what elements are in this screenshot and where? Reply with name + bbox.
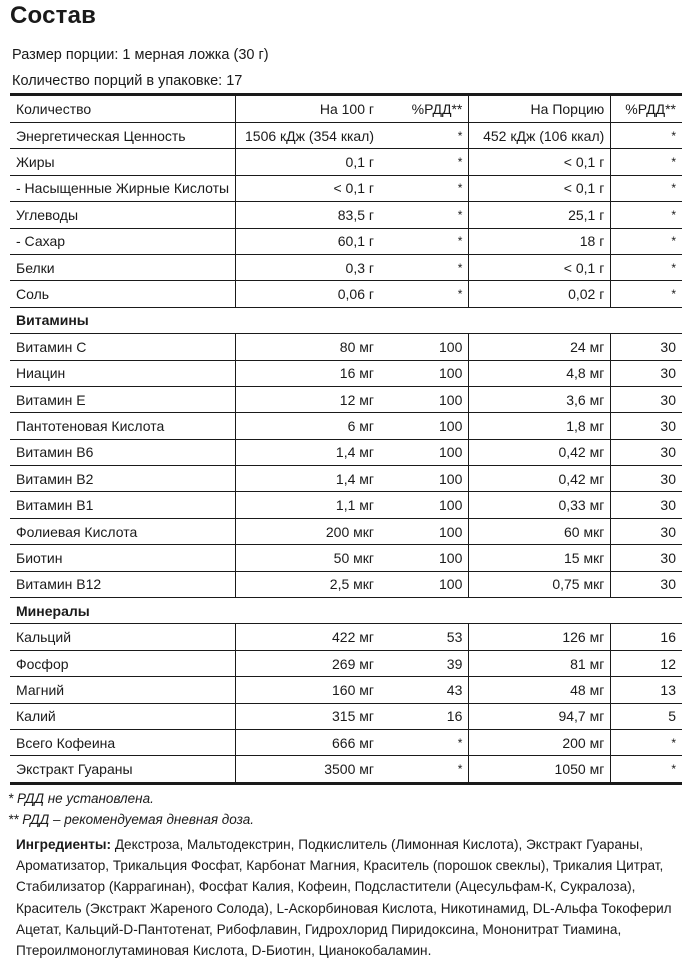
cell-name: Витамин B1 (10, 492, 236, 518)
mineral-row (10, 624, 682, 650)
section-minerals-title: Минералы (10, 598, 682, 624)
cell-rdd-100g: 100 (380, 439, 469, 465)
vitamin-row (10, 518, 682, 544)
ingredients-label: Ингредиенты: (16, 837, 112, 852)
cell-per-100g: < 0,1 г (236, 175, 380, 201)
cell-per-100g: 269 мг (236, 650, 380, 676)
header-per-100g: На 100 г (236, 95, 380, 123)
cell-rdd-100g: * (380, 228, 469, 254)
cell-name: Витамин E (10, 386, 236, 412)
cell-rdd-100g: 100 (380, 360, 469, 386)
cell-rdd-serving: * (611, 228, 682, 254)
cell-rdd-serving: * (611, 123, 682, 149)
cell-rdd-serving: 30 (611, 518, 682, 544)
cell-rdd-100g: * (457, 762, 463, 777)
nutrient-row (10, 228, 682, 254)
section-minerals (10, 598, 682, 624)
cell-per-serving: 1,8 мг (469, 413, 611, 439)
cell-rdd-serving: 30 (611, 360, 682, 386)
cell-rdd-serving: * (611, 254, 682, 280)
cell-rdd-serving: 30 (611, 571, 682, 597)
header-rdd-serving: %РДД** (611, 95, 682, 123)
cell-per-100g: 200 мкг (236, 518, 380, 544)
cell-name: Пантотеновая Кислота (10, 413, 236, 439)
vitamin-row (10, 386, 682, 412)
cell-rdd-100g: 16 (380, 703, 469, 729)
cell-rdd-serving: * (611, 202, 682, 228)
cell-per-serving: 15 мкг (469, 545, 611, 571)
cell-rdd-serving: * (611, 175, 682, 201)
header-rdd-100g: %РДД** (380, 95, 469, 123)
mineral-row (10, 650, 682, 676)
footnote-rdd-definition: ** РДД – рекомендуемая дневная доза. (8, 812, 255, 827)
cell-rdd-serving: * (611, 281, 682, 307)
cell-rdd-serving: * (611, 729, 682, 755)
cell-per-100g: 12 мг (236, 386, 380, 412)
cell-per-serving: 48 мг (469, 677, 611, 703)
footnotes (8, 788, 254, 830)
cell-name: Всего Кофеина (10, 729, 236, 755)
cell-per-100g: 1,4 мг (236, 466, 380, 492)
cell-per-serving: < 0,1 г (469, 149, 611, 175)
extra-row (10, 756, 682, 783)
cell-name: Жиры (10, 149, 236, 175)
cell-rdd-serving: * (611, 149, 682, 175)
cell-per-100g: 60,1 г (236, 228, 380, 254)
cell-rdd-100g: * (380, 149, 469, 175)
cell-per-serving: 1050 мг (469, 756, 611, 783)
cell-name: Магний (10, 677, 236, 703)
cell-per-serving: 0,75 мкг (469, 571, 611, 597)
nutrition-table (10, 93, 682, 785)
cell-per-serving: 0,33 мг (469, 492, 611, 518)
page-title: Состав (10, 2, 97, 29)
cell-per-serving: 60 мкг (469, 518, 611, 544)
cell-rdd-100g: * (380, 254, 469, 280)
cell-per-serving: 452 кДж (106 ккал) (469, 123, 611, 149)
cell-per-serving: 200 мг (469, 729, 611, 755)
cell-per-100g: 6 мг (236, 413, 380, 439)
vitamin-row (10, 413, 682, 439)
mineral-row (10, 703, 682, 729)
nutrient-row (10, 175, 682, 201)
cell-per-serving: 81 мг (469, 650, 611, 676)
cell-rdd-100g: 53 (380, 624, 469, 650)
cell-per-serving: < 0,1 г (469, 254, 611, 280)
cell-name: Белки (10, 254, 236, 280)
ingredients-list: Декстроза, Мальтодекстрин, Подкислитель (Лимонная Кислота), Экстракт Гуараны, Ароматизатор, Трикальция Фосфат, Карбонат Магния, Краситель (порошок свеклы), Трикалия Цитрат, Стабилизатор (Каррагинан), Фосфат Калия, Кофеин, Подсластители (Ацесульфам-К, Сукралоза), Краситель (Экстракт Жареного Солода), L-Аскорбиновая Кислота, Никотинамид, DL-Альфа Токоферил Ацетат, Кальций-D-Пантотенат, Рибофлавин, Гидрохлорид Пиридоксина, Мононитрат Тиамина, Птероилмоноглутаминовая Кислота, D-Биотин, Цианокобаламин. (16, 837, 672, 959)
cell-rdd-serving: 16 (611, 624, 682, 650)
cell-rdd-serving: 30 (611, 413, 682, 439)
header-per-serving: На Порцию (469, 95, 611, 123)
cell-rdd-serving: 30 (611, 466, 682, 492)
nutrient-row (10, 149, 682, 175)
cell-name: Витамин B12 (10, 571, 236, 597)
cell-per-100g: 666 мг (236, 729, 380, 755)
cell-name: Экстракт Гуараны (10, 756, 236, 783)
vitamin-row (10, 571, 682, 597)
cell-per-100g: 1506 кДж (354 ккал) (236, 123, 380, 149)
cell-rdd-serving: 30 (611, 334, 682, 360)
cell-rdd-serving: * (671, 762, 676, 777)
vitamin-row (10, 466, 682, 492)
cell-rdd-serving: 5 (611, 703, 682, 729)
cell-rdd-serving: 30 (611, 545, 682, 571)
section-vitamins-title: Витамины (10, 307, 682, 333)
vitamin-row (10, 334, 682, 360)
cell-rdd-100g: * (380, 729, 469, 755)
cell-rdd-serving: 30 (611, 439, 682, 465)
table-header-row (10, 95, 682, 123)
cell-per-100g: 1,4 мг (236, 439, 380, 465)
cell-name: Ниацин (10, 360, 236, 386)
nutrient-row (10, 254, 682, 280)
cell-per-serving: 0,42 мг (469, 466, 611, 492)
cell-per-serving: 3,6 мг (469, 386, 611, 412)
cell-name: Энергетическая Ценность (10, 123, 236, 149)
cell-name: Кальций (10, 624, 236, 650)
cell-rdd-serving: 30 (611, 386, 682, 412)
cell-name: Соль (10, 281, 236, 307)
vitamin-row (10, 545, 682, 571)
cell-name: Витамин B6 (10, 439, 236, 465)
cell-name: - Сахар (10, 228, 236, 254)
nutrient-row (10, 123, 682, 149)
cell-rdd-100g: * (380, 175, 469, 201)
cell-rdd-serving: 12 (611, 650, 682, 676)
cell-rdd-100g: 100 (380, 545, 469, 571)
cell-name: Витамин C (10, 334, 236, 360)
cell-rdd-100g: 100 (380, 334, 469, 360)
cell-rdd-100g: * (380, 281, 469, 307)
cell-rdd-100g: * (380, 202, 469, 228)
cell-rdd-serving: 13 (611, 677, 682, 703)
vitamin-row (10, 439, 682, 465)
cell-name: Биотин (10, 545, 236, 571)
cell-per-100g: 0,3 г (236, 254, 380, 280)
cell-per-100g: 422 мг (236, 624, 380, 650)
cell-per-serving: < 0,1 г (469, 175, 611, 201)
cell-per-100g: 83,5 г (236, 202, 380, 228)
cell-rdd-serving: 30 (611, 492, 682, 518)
cell-per-100g: 16 мг (236, 360, 380, 386)
cell-rdd-100g: 43 (380, 677, 469, 703)
cell-name: Калий (10, 703, 236, 729)
servings-per-container: Количество порций в упаковке: 17 (12, 73, 243, 89)
cell-name: Углеводы (10, 202, 236, 228)
cell-per-100g: 0,06 г (236, 281, 380, 307)
cell-rdd-100g: 100 (380, 571, 469, 597)
ingredients-text (16, 834, 681, 961)
cell-rdd-100g: 100 (380, 492, 469, 518)
nutrient-row (10, 202, 682, 228)
cell-name: Фосфор (10, 650, 236, 676)
cell-per-serving: 0,02 г (469, 281, 611, 307)
nutrition-table-body (10, 95, 682, 784)
cell-per-serving: 94,7 мг (469, 703, 611, 729)
cell-per-100g: 160 мг (236, 677, 380, 703)
cell-name: Витамин B2 (10, 466, 236, 492)
header-quantity: Количество (10, 95, 236, 123)
cell-per-100g: 3500 мг (324, 761, 374, 778)
vitamin-row (10, 492, 682, 518)
vitamin-row (10, 360, 682, 386)
cell-rdd-100g: 100 (380, 413, 469, 439)
cell-per-100g: 315 мг (236, 703, 380, 729)
cell-rdd-100g: 100 (380, 386, 469, 412)
section-vitamins (10, 307, 682, 333)
cell-rdd-100g: * (380, 123, 469, 149)
cell-name: - Насыщенные Жирные Кислоты (10, 175, 236, 201)
cell-per-100g: 50 мкг (236, 545, 380, 571)
cell-per-serving: 24 мг (469, 334, 611, 360)
cell-per-serving: 4,8 мг (469, 360, 611, 386)
cell-per-serving: 18 г (469, 228, 611, 254)
cell-per-100g: 80 мг (236, 334, 380, 360)
cell-rdd-100g: 100 (380, 518, 469, 544)
cell-per-100g: 1,1 мг (236, 492, 380, 518)
cell-per-serving: 0,42 мг (469, 439, 611, 465)
nutrient-row (10, 281, 682, 307)
mineral-row (10, 677, 682, 703)
serving-info (12, 42, 269, 94)
cell-per-serving: 126 мг (469, 624, 611, 650)
cell-name: Фолиевая Кислота (10, 518, 236, 544)
cell-rdd-100g: 39 (380, 650, 469, 676)
cell-per-serving: 25,1 г (469, 202, 611, 228)
cell-per-100g: 2,5 мкг (236, 571, 380, 597)
extra-row (10, 729, 682, 755)
cell-rdd-100g: 100 (380, 466, 469, 492)
serving-size: Размер порции: 1 мерная ложка (30 г) (12, 47, 269, 63)
footnote-rdd-not-set: * РДД не установлена. (8, 791, 154, 806)
cell-per-100g: 0,1 г (236, 149, 380, 175)
